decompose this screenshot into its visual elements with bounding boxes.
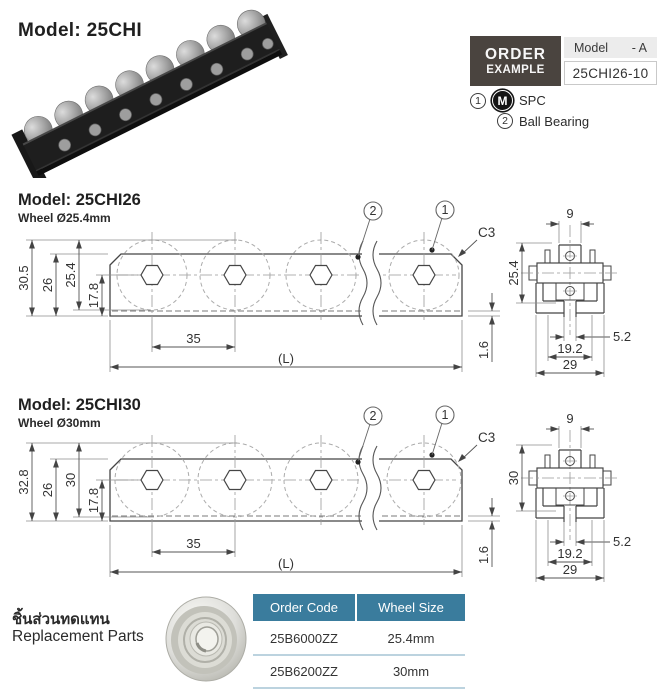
dim-label: 35 xyxy=(186,331,201,346)
dim-label: 35 xyxy=(186,536,201,551)
dim-label: 30 xyxy=(63,472,78,488)
header-cell-wheel-size: Wheel Size xyxy=(355,594,465,621)
dim-label: 30 xyxy=(506,470,521,486)
note-1-number: 1 xyxy=(470,93,486,109)
dim-label: 9 xyxy=(566,411,574,426)
model-format-cell xyxy=(564,37,657,58)
order-example-line1: ORDER xyxy=(485,45,546,63)
order-example-line2: EXAMPLE xyxy=(486,63,545,76)
dim-label: 19.2 xyxy=(557,341,583,356)
dim-label: 5.2 xyxy=(613,534,632,549)
dim-label: 19.2 xyxy=(557,546,583,561)
table-row xyxy=(253,656,465,689)
replacement-title-thai: ชิ้นส่วนทดแทน xyxy=(12,611,110,628)
model-label: Model xyxy=(574,40,609,55)
example-code-cell: 25CHI26-10 xyxy=(564,61,657,85)
note-2-label: Ball Bearing xyxy=(519,113,590,129)
drawing-25chi26 xyxy=(16,201,631,377)
dim-label: (L) xyxy=(278,556,294,571)
dim-label: 5.2 xyxy=(613,329,632,344)
dim-label: 1 xyxy=(441,203,449,217)
drawing-1-title: Model: 25CHI26 xyxy=(18,191,141,209)
header-cell-order-code: Order Code xyxy=(253,594,355,621)
dim-label: (L) xyxy=(278,351,294,366)
m-badge: M xyxy=(492,90,513,111)
dim-label: 1.6 xyxy=(476,340,491,360)
note-2-number: 2 xyxy=(497,113,513,129)
model-suffix: - A xyxy=(631,40,647,55)
dim-label: 9 xyxy=(566,206,574,221)
dim-label: 1.6 xyxy=(476,545,491,565)
note-spc xyxy=(470,90,546,111)
drawing-2-title: Model: 25CHI30 xyxy=(18,396,141,414)
dim-label: 17.8 xyxy=(86,282,101,309)
wheel-size-cell: 25.4mm xyxy=(355,623,465,654)
parts-table-header-row xyxy=(253,594,465,623)
drawing-1-subtitle: Wheel Ø25.4mm xyxy=(18,211,111,225)
dim-label: C3 xyxy=(478,225,496,240)
dim-label: 1 xyxy=(441,408,449,422)
dim-label: 30.5 xyxy=(16,265,31,291)
page-title: Model: 25CHI xyxy=(18,20,142,41)
replacement-title-en: Replacement Parts xyxy=(12,628,144,645)
note-ball-bearing xyxy=(497,113,589,129)
dim-label: 25.4 xyxy=(506,260,521,286)
dim-label: 25.4 xyxy=(63,262,78,288)
dim-label: 29 xyxy=(562,562,578,577)
dim-label: 32.8 xyxy=(16,469,31,495)
order-example-box xyxy=(470,36,561,86)
dim-label: 29 xyxy=(562,357,578,372)
dim-label: C3 xyxy=(478,430,496,445)
note-1-label: SPC xyxy=(519,93,546,108)
dim-label: 2 xyxy=(369,204,377,218)
parts-table xyxy=(253,594,465,689)
drawing-2-subtitle: Wheel Ø30mm xyxy=(18,416,101,430)
table-row xyxy=(253,623,465,656)
bearing-photo xyxy=(163,595,249,683)
order-code-cell: 25B6000ZZ xyxy=(270,631,338,646)
dim-label: 26 xyxy=(40,277,55,293)
dim-label: 2 xyxy=(369,409,377,423)
drawing-25chi30 xyxy=(16,406,631,582)
order-code-cell: 25B6200ZZ xyxy=(270,664,338,679)
dim-label: 17.8 xyxy=(86,487,101,514)
wheel-size-cell: 30mm xyxy=(355,656,465,687)
dim-label: 26 xyxy=(40,482,55,498)
